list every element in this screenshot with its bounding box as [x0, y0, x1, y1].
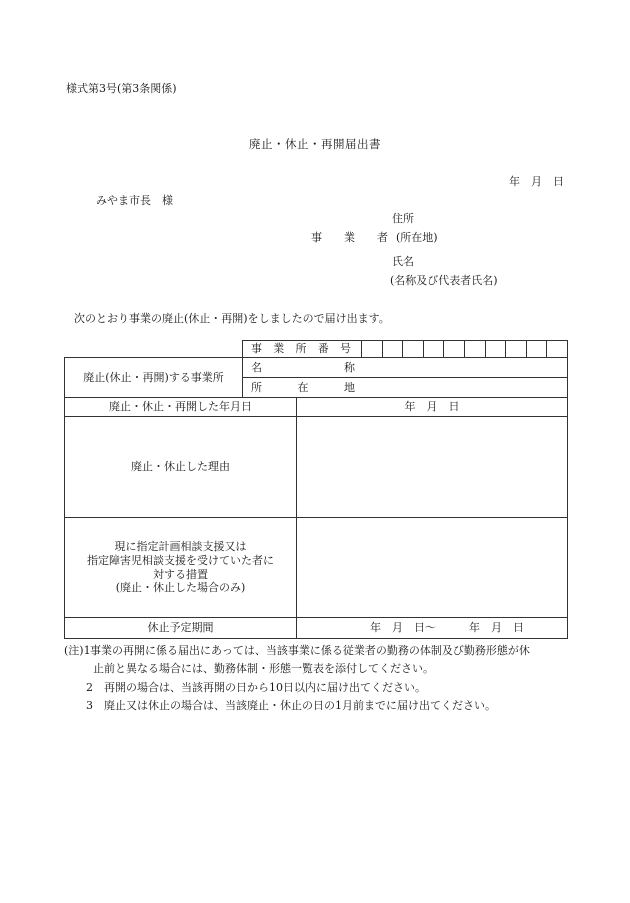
office-location-field[interactable]: 所 在 地 — [243, 378, 568, 398]
applicant-sub-label: (所在地) — [396, 231, 438, 244]
office-number-digit-box[interactable] — [464, 341, 485, 358]
note-1-line-2: 止前と異なる場合には、勤務体制・形態一覧表を添付してください。 — [93, 662, 434, 675]
address-label: 住所 — [392, 212, 414, 225]
applicant-label: 事 業 者 — [311, 231, 388, 244]
reason-label: 廃止・休止した理由 — [65, 417, 297, 518]
office-number-label: 事 業 所 番 号 — [243, 341, 362, 358]
date-line: 年 月 日 — [509, 175, 564, 188]
note-2-text: 再開の場合は、当該再開の日から10日以内に届け出てください。 — [104, 681, 426, 694]
office-label: 廃止(休止・再開)する事業所 — [65, 358, 243, 398]
suspension-period-label: 休止予定期間 — [65, 618, 297, 639]
office-number-digit-box[interactable] — [382, 341, 403, 358]
measures-field[interactable] — [297, 518, 568, 618]
form-number: 様式第3号(第3条関係) — [66, 82, 177, 95]
suspension-period-value[interactable]: 年 月 日～ 年 月 日 — [297, 618, 568, 639]
measures-label: 現に指定計画相談支援又は 指定障害児相談支援を受けていた者に 対する措置 (廃止・休止した場合のみ) — [65, 518, 297, 618]
name-sub-label: (名称及び代表者氏名) — [390, 274, 498, 287]
office-number-digit-box[interactable] — [444, 341, 465, 358]
note-1-line-1: 事業の再開に係る届出にあっては、当該事業に係る従業者の勤務の体制及び勤務形態が休 — [90, 644, 530, 657]
date-row-label: 廃止・休止・再開した年月日 — [65, 398, 297, 417]
date-row-value[interactable]: 年 月 日 — [297, 398, 568, 417]
name-label: 氏名 — [392, 255, 414, 268]
document-title: 廃止・休止・再開届出書 — [249, 137, 381, 151]
office-number-digit-box[interactable] — [547, 341, 568, 358]
notification-table — [64, 340, 568, 639]
intro-text: 次のとおり事業の廃止(休止・再開)をしましたので届け出ます。 — [74, 312, 390, 325]
note-2-prefix: 2 — [86, 681, 93, 694]
office-number-digit-box[interactable] — [403, 341, 424, 358]
blank-corner — [65, 341, 243, 358]
office-name-field[interactable]: 名 称 — [243, 358, 568, 378]
office-number-digit-box[interactable] — [423, 341, 444, 358]
office-number-digit-box[interactable] — [362, 341, 383, 358]
office-number-digit-box[interactable] — [526, 341, 547, 358]
reason-field[interactable] — [297, 417, 568, 518]
addressee: みやま市長 様 — [96, 194, 173, 207]
office-number-digit-box[interactable] — [485, 341, 506, 358]
note-1-prefix: (注)1 — [64, 644, 91, 657]
note-3-text: 廃止又は休止の場合は、当該廃止・休止の日の1月前までに届け出てください。 — [104, 699, 496, 712]
note-3-prefix: 3 — [86, 699, 93, 712]
office-number-digit-box[interactable] — [506, 341, 527, 358]
